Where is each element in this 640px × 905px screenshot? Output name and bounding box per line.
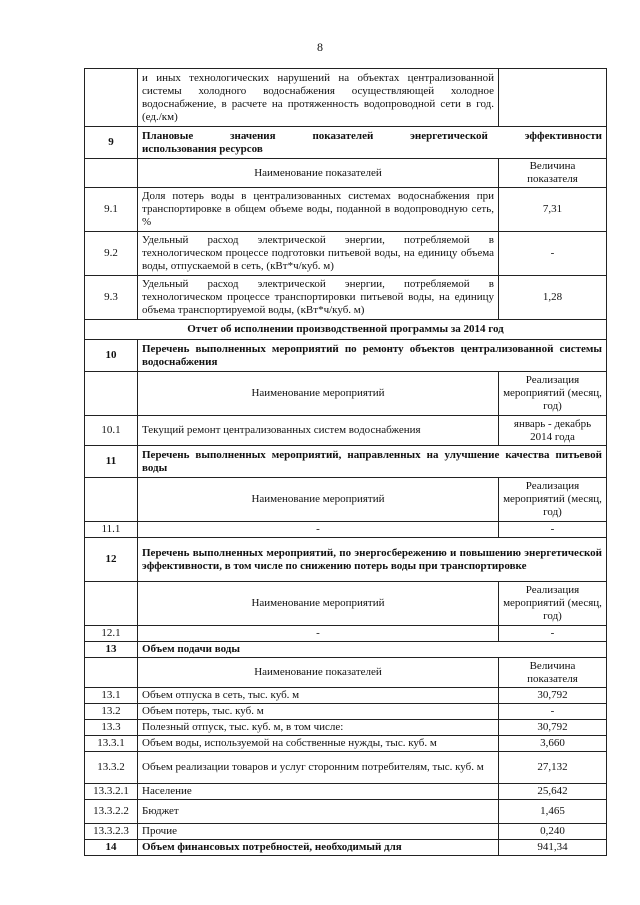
row-value: 0,240 — [499, 824, 607, 840]
table-row — [85, 688, 607, 704]
row-text: Текущий ремонт централизованных систем водоснабжения — [138, 416, 499, 446]
row-text: Население — [138, 784, 499, 800]
section-12-row — [85, 538, 607, 582]
row-text: Полезный отпуск, тыс. куб. м, в том числе: — [138, 720, 499, 736]
row-number: 12.1 — [85, 626, 138, 642]
row-number: 9.2 — [85, 232, 138, 276]
row-value: 30,792 — [499, 720, 607, 736]
column-header-name: Наименование мероприятий — [138, 478, 499, 522]
column-header-row — [85, 658, 607, 688]
row-value: 941,34 — [499, 840, 607, 856]
row-text: Объем потерь, тыс. куб. м — [138, 704, 499, 720]
row-number: 13.3.2.2 — [85, 800, 138, 824]
column-header-value: Величина показателя — [499, 658, 607, 688]
column-header-value: Реализация мероприятий (месяц, год) — [499, 372, 607, 416]
section-title: Объем подачи воды — [138, 642, 607, 658]
column-header-value: Реализация мероприятий (месяц, год) — [499, 582, 607, 626]
row-value: 27,132 — [499, 752, 607, 784]
row-number: 13.2 — [85, 704, 138, 720]
report-title-row — [85, 320, 607, 340]
table-row — [85, 69, 607, 127]
row-text: Бюджет — [138, 800, 499, 824]
row-value: январь - декабрь 2014 года — [499, 416, 607, 446]
table-row — [85, 784, 607, 800]
section-number: 13 — [85, 642, 138, 658]
table-row — [85, 704, 607, 720]
section-title-line2: использования ресурсов — [142, 142, 263, 155]
row-value: - — [499, 522, 607, 538]
section-11-row — [85, 446, 607, 478]
table-row — [85, 522, 607, 538]
section-title: Перечень выполненных мероприятий, по энергосбережению и повышению энергетической эффективности, в том числе по снижению потерь воды при транспортировке — [138, 538, 607, 582]
table-row — [85, 276, 607, 320]
table-row — [85, 752, 607, 784]
section-title — [138, 127, 607, 159]
section-10-row — [85, 340, 607, 372]
row-value: 25,642 — [499, 784, 607, 800]
column-header-name: Наименование мероприятий — [138, 582, 499, 626]
column-header-name: Наименование показателей — [138, 658, 499, 688]
row-value: 7,31 — [499, 188, 607, 232]
row-number: 9.1 — [85, 188, 138, 232]
section-title: Перечень выполненных мероприятий, направленных на улучшение качества питьевой воды — [138, 446, 607, 478]
row-value: - — [499, 704, 607, 720]
table-row — [85, 416, 607, 446]
section-title: Перечень выполненных мероприятий по ремонту объектов централизованной системы водоснабжения — [138, 340, 607, 372]
row-value: 1,28 — [499, 276, 607, 320]
report-title: Отчет об исполнении производственной программы за 2014 год — [85, 320, 607, 340]
row-value: - — [499, 626, 607, 642]
row-number: 13.3.1 — [85, 736, 138, 752]
column-header-value: Величина показателя — [499, 159, 607, 188]
section-14-row — [85, 840, 607, 856]
column-header-row — [85, 582, 607, 626]
section-number: 10 — [85, 340, 138, 372]
table-row — [85, 232, 607, 276]
report-table — [84, 68, 607, 856]
row-text: - — [138, 626, 499, 642]
row-number: 9.3 — [85, 276, 138, 320]
row-number: 10.1 — [85, 416, 138, 446]
row-value: 30,792 — [499, 688, 607, 704]
row-text: Объем реализации товаров и услуг сторонним потребителям, тыс. куб. м — [138, 752, 499, 784]
row-text: - — [138, 522, 499, 538]
row-number: 13.3.2 — [85, 752, 138, 784]
section-number: 11 — [85, 446, 138, 478]
table-row — [85, 626, 607, 642]
table-row — [85, 824, 607, 840]
row-text: Удельный расход электрической энергии, потребляемой в технологическом процессе транспортировки питьевой воды, на единицу объема транспортируемой воды, (кВт*ч/куб. м) — [138, 276, 499, 320]
section-number: 12 — [85, 538, 138, 582]
row-text: Прочие — [138, 824, 499, 840]
table-row — [85, 720, 607, 736]
table-row — [85, 188, 607, 232]
section-13-row — [85, 642, 607, 658]
column-header-row — [85, 159, 607, 188]
section-9-row — [85, 127, 607, 159]
table-row — [85, 736, 607, 752]
section-title: Объем финансовых потребностей, необходимый для — [138, 840, 499, 856]
row-value: 3,660 — [499, 736, 607, 752]
table-row — [85, 800, 607, 824]
intro-text: и иных технологических нарушений на объектах централизованной системы холодного водоснабжения осуществляющей холодное водоснабжение, в расчете на протяженность водопроводной сети в год. (ед./км) — [138, 69, 499, 127]
section-number: 9 — [85, 127, 138, 159]
row-value: 1,465 — [499, 800, 607, 824]
column-header-name: Наименование мероприятий — [138, 372, 499, 416]
row-number: 13.3.2.1 — [85, 784, 138, 800]
row-number: 13.1 — [85, 688, 138, 704]
row-number: 13.3 — [85, 720, 138, 736]
section-title-line1: Плановые значения показателей энергетической эффективности — [142, 129, 602, 142]
row-text: Доля потерь воды в централизованных системах водоснабжения при транспортировке в общем объеме воды, поданной в водопроводную сеть, % — [138, 188, 499, 232]
row-number: 11.1 — [85, 522, 138, 538]
row-text: Объем воды, используемой на собственные нужды, тыс. куб. м — [138, 736, 499, 752]
column-header-row — [85, 478, 607, 522]
row-text: Удельный расход электрической энергии, потребляемой в технологическом процессе подготовки питьевой воды, на единицу объема воды, отпускаемой в сеть, (кВт*ч/куб. м) — [138, 232, 499, 276]
row-text: Объем отпуска в сеть, тыс. куб. м — [138, 688, 499, 704]
column-header-name: Наименование показателей — [138, 159, 499, 188]
column-header-row — [85, 372, 607, 416]
page-number: 8 — [317, 40, 323, 54]
row-number: 13.3.2.3 — [85, 824, 138, 840]
section-number: 14 — [85, 840, 138, 856]
column-header-value: Реализация мероприятий (месяц, год) — [499, 478, 607, 522]
row-value: - — [499, 232, 607, 276]
